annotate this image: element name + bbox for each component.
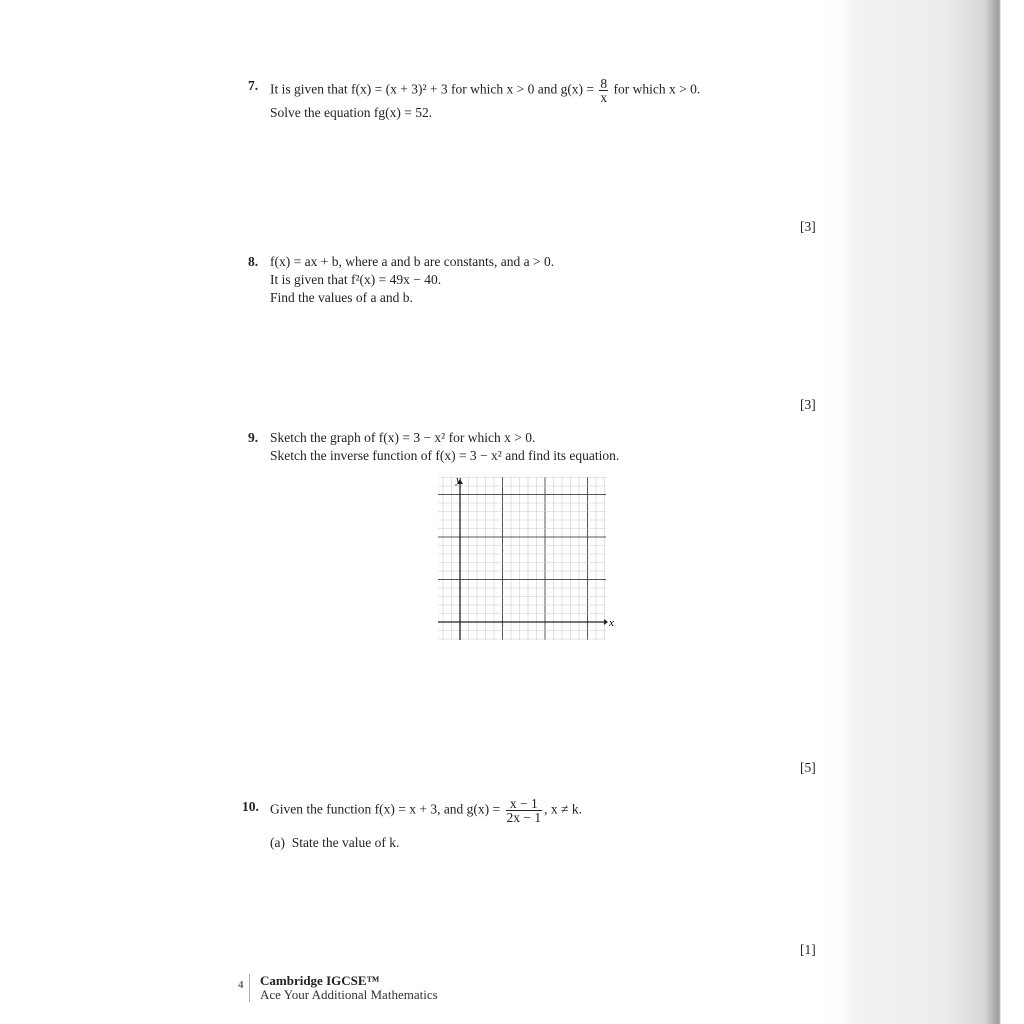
x-axis-label: x xyxy=(609,617,614,629)
question-number: 10. xyxy=(242,799,259,814)
numerator: 8 xyxy=(600,76,608,91)
question-number: 7. xyxy=(248,78,259,93)
question-number: 8. xyxy=(248,254,259,269)
question-7 xyxy=(248,77,700,122)
part-text: State the value of k. xyxy=(291,835,400,850)
page-number: 4 xyxy=(238,979,244,991)
question-text: Given the function f(x) = x + 3, and g(x) = xyxy=(270,801,501,817)
question-number: 9. xyxy=(248,430,259,445)
question-text: Solve the equation fg(x) = 52. xyxy=(270,105,433,120)
question-9 xyxy=(248,429,619,465)
question-text: , x ≠ k. xyxy=(544,801,582,817)
marks: [3] xyxy=(800,397,816,412)
fraction xyxy=(506,797,543,824)
question-text: It is given that f(x) = (x + 3)² + 3 for which x > 0 and g(x) = xyxy=(270,81,595,97)
y-axis-label: y xyxy=(456,474,461,486)
denominator: x xyxy=(600,90,608,105)
question-text: f(x) = ax + b, where a and b are constants, and a > 0. xyxy=(270,254,555,269)
marks: [5] xyxy=(800,760,816,775)
question-8 xyxy=(248,253,554,307)
question-text: Sketch the graph of f(x) = 3 − x² for which x > 0. xyxy=(270,430,536,445)
fraction xyxy=(599,77,608,104)
question-text: for which x > 0. xyxy=(613,81,701,97)
graph-grid xyxy=(436,474,616,644)
page-edge-shadow xyxy=(824,0,1024,1024)
question-text: Find the values of a and b. xyxy=(270,290,413,305)
marks: [3] xyxy=(800,219,816,234)
divider xyxy=(249,974,250,1002)
denominator: 2x − 1 xyxy=(506,810,542,825)
marks: [1] xyxy=(800,942,816,957)
x-axis-arrow-icon xyxy=(604,619,608,625)
numerator: x − 1 xyxy=(506,797,543,811)
part-label: (a) xyxy=(270,835,285,850)
footer-title: Ace Your Additional Mathematics xyxy=(260,987,438,1002)
footer-series: Cambridge IGCSE™ xyxy=(260,973,380,988)
question-10 xyxy=(242,797,582,852)
page-footer xyxy=(238,974,438,1002)
question-text: It is given that f²(x) = 49x − 40. xyxy=(270,272,442,287)
question-text: Sketch the inverse function of f(x) = 3 − x² and find its equation. xyxy=(270,448,620,463)
